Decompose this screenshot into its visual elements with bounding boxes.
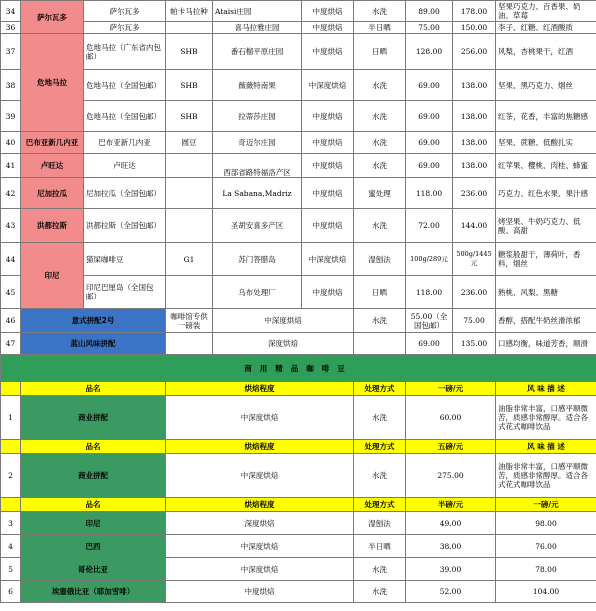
table-row: 4 巴西 中深度烘焙 半日晒 38.00 76.00 bbox=[1, 535, 596, 558]
table-row: 42 尼加拉瓜 尼加拉瓜（全国包邮） La Sabana,Madriz 中度烘焙 蜜处理 118.00 236.00 巧克力、红色水果、果汁感 bbox=[1, 178, 596, 209]
product-name: 哥伦比亚 bbox=[21, 558, 166, 581]
table-row: 3 印尼 深度烘焙 湿刨法 49.00 98.00 bbox=[1, 512, 596, 535]
table-row: 40 巴布亚新几内亚 巴布亚新几内亚 圆豆 奇迈尔庄园 中度烘焙 水洗 69.00 138.00 坚果、蔗糖、低酸扎实 bbox=[1, 132, 596, 154]
region-label: 洪都拉斯 bbox=[21, 209, 84, 243]
col-header-one-pound: 一磅/元 bbox=[406, 382, 496, 396]
col-header-process: 处理方式 bbox=[354, 382, 406, 396]
col-header-name: 品名 bbox=[21, 382, 166, 396]
table-row: 45 印尼巴厘岛（全国包邮） 乌布处理厂 中度烘焙 日晒 118.00 236.00 熟桃、风梨、黑糖 bbox=[1, 276, 596, 309]
col-header-five-pound: 五磅/元 bbox=[406, 440, 496, 454]
region-label: 萨尔瓦多 bbox=[21, 1, 84, 34]
region-label: 巴布亚新几内亚 bbox=[21, 132, 84, 154]
col-header-roast: 烘焙程度 bbox=[166, 440, 354, 454]
col-header-process: 处理方式 bbox=[354, 498, 406, 512]
table-row: 43 洪都拉斯 洪都拉斯（全国包邮） 圣胡安喜多产区 中度烘焙 水洗 72.00 144.00 烤坚果、牛奶巧克力、低酸、高甜 bbox=[1, 209, 596, 243]
product-name: 商业拼配 bbox=[21, 454, 166, 498]
table-row: 46 意式拼配2号 咖啡馆专供一磅装 中深度烘焙 水洗 55.00（全国包邮） 75.00 香醇，搭配牛奶丝滑浓郁 bbox=[1, 309, 596, 333]
col-header-roast: 烘焙程度 bbox=[166, 382, 354, 396]
section-title: 商用精品咖啡豆 bbox=[1, 355, 596, 382]
region-label: 危地马拉 bbox=[21, 34, 84, 132]
header-row bbox=[1, 382, 596, 396]
table-row: 5 哥伦比亚 中深度烘焙 水洗 39.00 78.00 bbox=[1, 558, 596, 581]
table-row: 6 埃塞俄比亚（耶加雪啡） 中度烘焙 水洗 52.00 104.00 bbox=[1, 581, 596, 603]
table-row: 1 商业拼配 中深度烘焙 水洗 60.00 油脂非常丰富，口感平顺微苦，质感非常醇厚。适合各式花式咖啡饮品 bbox=[1, 396, 596, 440]
product-name: 印尼 bbox=[21, 512, 166, 535]
header-row bbox=[1, 498, 596, 512]
col-header-roast: 烘焙程度 bbox=[166, 498, 354, 512]
table-row: 39 危地马拉（全国包邮） SHB 拉蒂莎庄园 中度烘焙 水洗 69.00 138.00 红茶，花香，丰富的焦糖感 bbox=[1, 101, 596, 132]
section-title-row bbox=[1, 355, 596, 382]
product-name: 埃塞俄比亚（耶加雪啡） bbox=[21, 581, 166, 603]
table-row: 41 卢旺达 卢旺达 西部省路特福洛产区 中度烘焙 水洗 69.00 138.00 红苹果、樱桃、肉桂、蜂蜜 bbox=[1, 154, 596, 178]
table-row: 2 商业拼配 中深度烘焙 水洗 275.00 油脂非常丰富，口感平顺微苦，质感非常醇厚。适合各式花式咖啡饮品 bbox=[1, 454, 596, 498]
blend-name: 意式拼配2号 bbox=[21, 309, 166, 333]
table-row: 36 萨尔瓦多 喜马拉雅庄园 中度烘焙 半日晒 75.00 150.00 李子、红糖、红酒酸质 bbox=[1, 22, 596, 34]
region-label: 印尼 bbox=[21, 243, 84, 309]
region-label: 尼加拉瓜 bbox=[21, 178, 84, 209]
col-header-half-pound: 半磅/元 bbox=[406, 498, 496, 512]
table-row: 38 危地马拉（全国包邮） SHB 薇薇特南果 中深度烘焙 水洗 69.00 138.00 坚果、黑巧克力、烟丝 bbox=[1, 70, 596, 101]
product-name: 巴西 bbox=[21, 535, 166, 558]
product-name: 商业拼配 bbox=[21, 396, 166, 440]
col-header-name: 品名 bbox=[21, 498, 166, 512]
col-header-process: 处理方式 bbox=[354, 440, 406, 454]
table-row: 37 危地马拉 危地马拉（广东省内包邮） SHB 番石榴平原庄园 中度烘焙 日晒 128.00 256.00 风梨，杏桃果干，红酒 bbox=[1, 34, 596, 70]
table-row: 44 印尼 猫屎咖啡豆 G1 苏门答腊岛 中深度烘焙 湿刨法 100g/289元 500g/1445元 糖浆般甜于，薄荷叶，香料，烟丝 bbox=[1, 243, 596, 276]
table-row: 34 萨尔瓦多 萨尔瓦多 帕卡马拉种 Ataisi庄园 中度烘焙 水洗 89.00 178.00 坚果巧克力、百香果、奶油、草莓 bbox=[1, 1, 596, 22]
blend-name: 蓝山风味拼配 bbox=[21, 333, 166, 355]
col-header-one-pound: 一磅/元 bbox=[496, 498, 596, 512]
header-row bbox=[1, 440, 596, 454]
origin-note: 西部省路特福洛产区 bbox=[213, 154, 302, 178]
col-header-name: 品名 bbox=[21, 440, 166, 454]
col-header-flavor: 风 味 描 述 bbox=[496, 440, 596, 454]
col-header-flavor: 风 味 描 述 bbox=[496, 382, 596, 396]
region-label: 卢旺达 bbox=[21, 154, 84, 178]
table-row: 47 蓝山风味拼配 深度烘焙 69.00 135.00 口感均衡，味道芳香，顺滑 bbox=[1, 333, 596, 355]
